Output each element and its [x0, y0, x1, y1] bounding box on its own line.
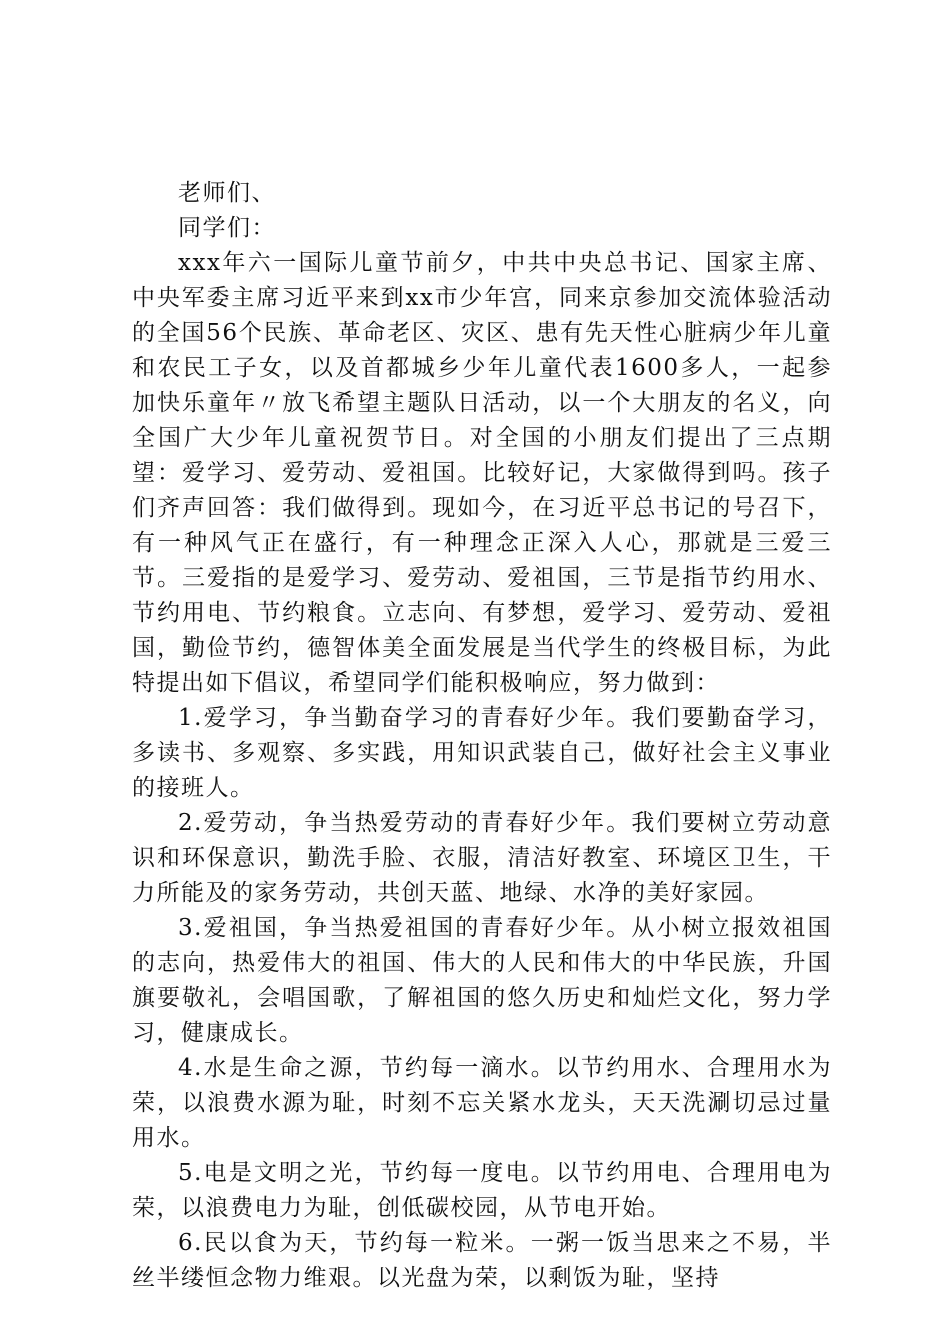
- proposal-item-6: 6.民以食为天，节约每一粒米。一粥一饭当思来之不易，半丝半缕恒念物力维艰。以光盘为荣，以剩饭为耻，坚持: [132, 1230, 832, 1291]
- proposal-item-2: 2.爱劳动，争当热爱劳动的青春好少年。我们要树立劳动意识和环保意识，勤洗手脸、衣服，清洁好教室、环境区卫生，干力所能及的家务劳动，共创天蓝、地绿、水净的美好家园。: [132, 810, 832, 906]
- intro-paragraph: xxx年六一国际儿童节前夕，中共中央总书记、国家主席、中央军委主席习近平来到xx市少年宫，同来京参加交流体验活动的全国56个民族、革命老区、灾区、患有先天性心脏病少年儿童和农民工子女，以及首都城乡少年儿童代表1600多人，一起参加快乐童年〃放飞希望主题队日活动，以一个大朋友的名义，向全国广大少年儿童祝贺节日。对全国的小朋友们提出了三点期望：爱学习、爱劳动、爱祖国。比较好记，大家做得到吗。孩子们齐声回答：我们做得到。现如今，在习近平总书记的号召下，有一种风气正在盛行，有一种理念正深入人心，那就是三爱三节。三爱指的是爱学习、爱劳动、爱祖国，三节是指节约用水、节约用电、节约粮食。立志向、有梦想，爱学习、爱劳动、爱祖国，勤俭节约，德智体美全面发展是当代学生的终极目标，为此特提出如下倡议，希望同学们能积极响应，努力做到：: [132, 250, 832, 696]
- proposal-item-1: 1.爱学习，争当勤奋学习的青春好少年。我们要勤奋学习，多读书、多观察、多实践，用知识武装自己，做好社会主义事业的接班人。: [132, 705, 832, 801]
- proposal-item-3: 3.爱祖国，争当热爱祖国的青春好少年。从小树立报效祖国的志向，热爱伟大的祖国、伟大的人民和伟大的中华民族，升国旗要敬礼，会唱国歌，了解祖国的悠久历史和灿烂文化，努力学习，健康成长。: [132, 915, 832, 1046]
- document-body: [132, 176, 832, 1296]
- proposal-item-5: 5.电是文明之光，节约每一度电。以节约用电、合理用电为荣，以浪费电力为耻，创低碳校园，从节电开始。: [132, 1160, 832, 1221]
- proposal-item-4: 4.水是生命之源，节约每一滴水。以节约用水、合理用水为荣，以浪费水源为耻，时刻不忘关紧水龙头，天天洗涮切忌过量用水。: [132, 1055, 832, 1151]
- salutation-students: 同学们：: [178, 215, 276, 241]
- salutation-teachers: 老师们、: [178, 180, 276, 206]
